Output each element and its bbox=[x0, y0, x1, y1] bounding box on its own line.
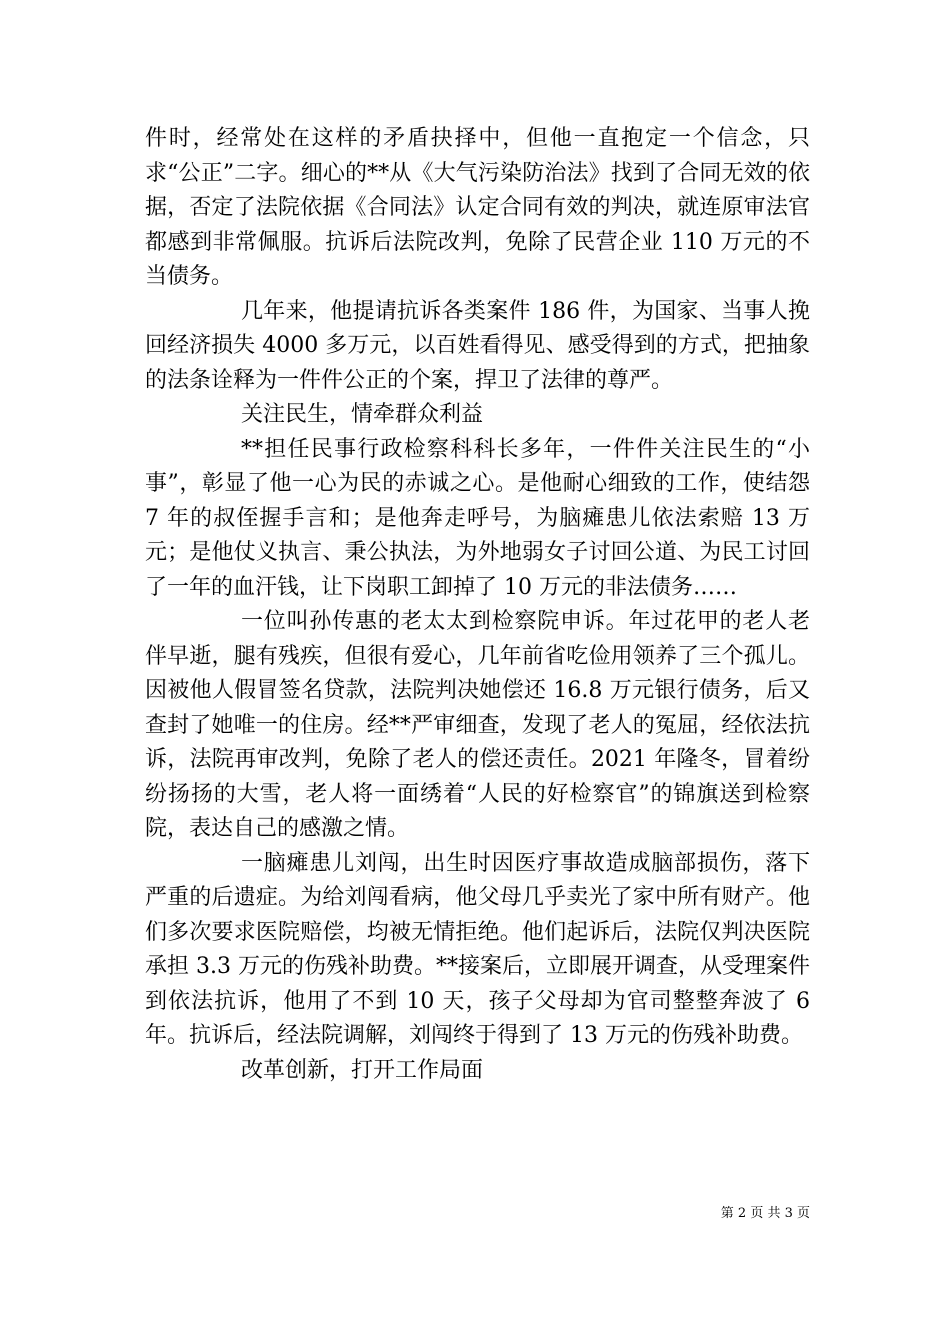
paragraph-continuation: 件时，经常处在这样的矛盾抉择中，但他一直抱定一个信念，只求“公正”二字。细心的**从《大气污染防治法》找到了合同无效的依据，否定了法院依据《合同法》认定合同有效的判决，就连原审法官都感到非常佩服。抗诉后法院改判，免除了民营企业 110 万元的不当债务。 bbox=[145, 126, 810, 289]
paragraph-summary: 几年来，他提请抗诉各类案件 186 件，为国家、当事人挽回经济损失 4000 多万元，以百姓看得见、感受得到的方式，把抽象的法条诠释为一件件公正的个案，捍卫了法律的尊严。 bbox=[145, 298, 810, 393]
page-number: 第 2 页 共 3 页 bbox=[720, 1206, 810, 1221]
paragraph-case-elderly: 一位叫孙传惠的老太太到检察院申诉。年过花甲的老人老伴早逝，腿有残疾，但很有爱心，几年前省吃俭用领养了三个孤儿。因被他人假冒签名贷款，法院判决她偿还 16.8 万元银行债务，后又查封了她唯一的住房。经**严审细查，发现了老人的冤屈，经依法抗诉，法院再审改判，免除了老人的偿还责任。2021 年隆冬，冒着纷纷扬扬的大雪，老人将一面绣着“人民的好检察官”的锦旗送到检察院，表达自己的感激之情。 bbox=[145, 609, 810, 841]
document-body bbox=[145, 122, 810, 1088]
paragraph-livelihood-intro: **担任民事行政检察科科长多年，一件件关注民生的“小事”，彰显了他一心为民的赤诚之心。是他耐心细致的工作，使结怨 7 年的叔侄握手言和；是他奔走呼号，为脑瘫患儿依法索赔 13 万元；是他仗义执言、秉公执法，为外地弱女子讨回公道、为民工讨回了一年的血汗钱，让下岗职工卸掉了 10 万元的非法债务…… bbox=[145, 436, 810, 600]
section-heading-reform: 改革创新，打开工作局面 bbox=[241, 1057, 484, 1083]
paragraph-case-child: 一脑瘫患儿刘闯，出生时因医疗事故造成脑部损伤，落下严重的后遗症。为给刘闯看病，他父母几乎卖光了家中所有财产。他们多次要求医院赔偿，均被无情拒绝。他们起诉后，法院仅判决医院承担 3.3 万元的伤残补助费。**接案后，立即展开调查，从受理案件到依法抗诉，他用了不到 10 天，孩子父母却为官司整整奔波了 6 年。抗诉后，经法院调解，刘闯终于得到了 13 万元的伤残补助费。 bbox=[145, 850, 810, 1048]
section-heading-livelihood: 关注民生，情牵群众利益 bbox=[241, 402, 484, 427]
